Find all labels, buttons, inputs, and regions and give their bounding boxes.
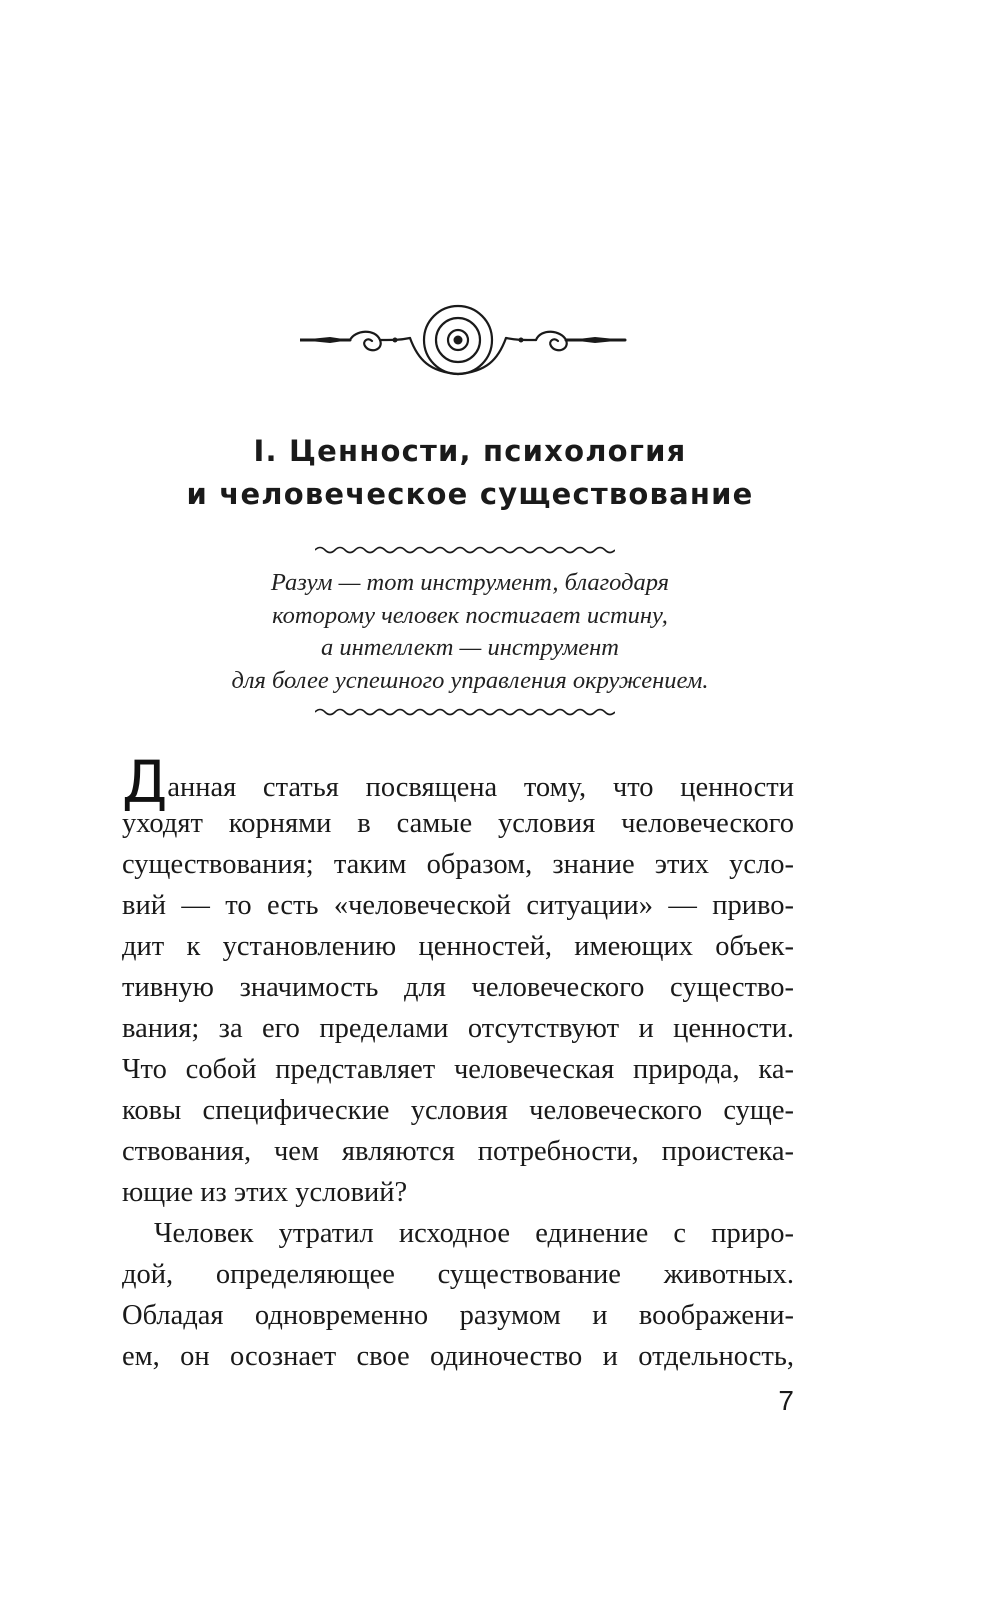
paragraph-2-line: Обладая одновременно разумом и воображени- xyxy=(122,1300,794,1331)
body-text xyxy=(122,748,794,1377)
paragraph-1-line: ковы специфические условия человеческого суще- xyxy=(122,1095,794,1126)
wavy-rule-bottom xyxy=(315,706,615,718)
epigraph xyxy=(140,567,800,697)
paragraph-2-line: Человек утратил исходное единение с приро- xyxy=(154,1218,794,1249)
page-number: 7 xyxy=(778,1385,794,1416)
paragraph-2-line: дой, определяющее существование животных. xyxy=(122,1259,794,1290)
epigraph-line: которому человек постигает истину, xyxy=(272,601,668,629)
line-text: анная статья посвящена тому, что ценности xyxy=(167,772,794,803)
paragraph-1-line: существования; таким образом, знание этих усло- xyxy=(122,849,794,880)
paragraph-1-line: Что собой представляет человеческая природа, ка- xyxy=(122,1054,794,1085)
paragraph-1-line: дит к установлению ценностей, имеющих объек- xyxy=(122,931,794,962)
drop-cap-letter: Д xyxy=(122,748,166,816)
paragraph-1-line: уходят корнями в самые условия человеческого xyxy=(122,808,794,839)
epigraph-line: Разум — тот инструмент, благодаря xyxy=(270,569,670,596)
wavy-rule-top xyxy=(315,544,615,556)
paragraph-1-line: ющие из этих условий? xyxy=(122,1177,408,1208)
epigraph-line: для более успешного управления окружением. xyxy=(231,666,709,694)
paragraph-1-line: вания; за его пределами отсутствуют и ценности. xyxy=(122,1013,794,1044)
paragraph-1-line: ствования, чем являются потребности, проистека- xyxy=(122,1136,794,1167)
paragraph-1-line: тивную значимость для человеческого существо- xyxy=(122,972,794,1003)
chapter-title-line-1: I. Ценности, психология xyxy=(253,434,687,468)
chapter-title-line-2: и человеческое существование xyxy=(186,477,754,511)
paragraph-2-line: ем, он осознает свое одиночество и отдельность, xyxy=(122,1341,794,1372)
paragraph-1-line: вий — то есть «человеческой ситуации» — приво- xyxy=(122,890,794,921)
paragraph-1-line xyxy=(122,748,794,816)
epigraph-line: а интеллект — инструмент xyxy=(321,634,619,661)
chapter-title xyxy=(120,430,820,516)
ornament-divider xyxy=(300,300,630,390)
